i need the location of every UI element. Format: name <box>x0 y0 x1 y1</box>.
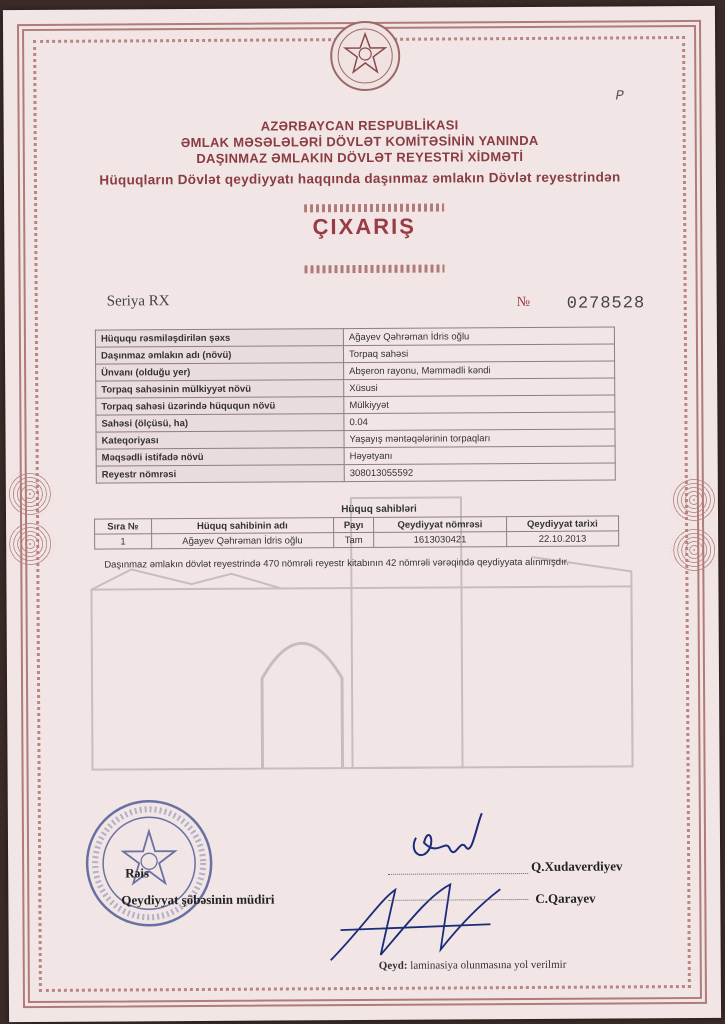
info-value: Xüsusi <box>344 378 615 397</box>
info-label: Daşınmaz əmlakın adı (növü) <box>95 346 343 365</box>
owners-cell: 22.10.2013 <box>506 531 618 547</box>
document-title: ÇIXARIŞ <box>312 213 416 240</box>
owners-cell: 1 <box>95 534 152 549</box>
info-label: Reyestr nömrəsi <box>96 465 344 484</box>
right-rosette-ornament <box>670 476 718 524</box>
owners-cell: 1613030421 <box>374 532 507 548</box>
owners-row <box>95 531 619 549</box>
series-label: Seriya RX <box>106 293 170 310</box>
info-label: Sahəsi (ölçüsü, ha) <box>96 414 344 433</box>
header-line-2: ƏMLAK MƏSƏLƏLƏRİ DÖVLƏT KOMİTƏSİNİN YANINDA <box>180 132 539 151</box>
owners-cell: Ağayev Qəhrəman İdris oğlu <box>151 533 333 549</box>
signatory-name-1: Q.Xudaverdiyev <box>531 858 623 874</box>
footnote-label: Qeyd: <box>378 959 408 972</box>
header-line-1: AZƏRBAYCAN RESPUBLİKASI <box>260 117 459 134</box>
left-rosette-ornament <box>6 470 54 518</box>
owners-table <box>94 515 619 549</box>
left-rosette-ornament <box>6 520 54 568</box>
info-value: 0.04 <box>344 412 615 431</box>
info-row <box>96 463 615 483</box>
info-label: Torpaq sahəsinin mülkiyyət növü <box>96 380 344 399</box>
signatory-role-2: Qeydiyyat şöbəsinin müdiri <box>121 891 275 908</box>
state-emblem-icon <box>329 20 401 92</box>
info-value: Abşeron rayonu, Məmmədli kəndi <box>344 361 615 380</box>
header-line-3: DAŞINMAZ ƏMLAKIN DÖVLƏT REYESTRİ XİDMƏTİ <box>196 149 524 167</box>
signatory-role-1: Rəis <box>125 865 150 881</box>
info-label: Hüququ rəsmiləşdirilən şəxs <box>95 329 343 348</box>
owners-column-header: Payı <box>333 517 373 532</box>
owners-column-header: Qeydiyyat tarixi <box>506 516 618 532</box>
number-sign: № <box>516 294 531 311</box>
signatory-name-2: C.Qarayev <box>535 890 596 906</box>
owners-cell: Tam <box>334 532 374 547</box>
property-info-table <box>95 326 616 483</box>
signature-2 <box>320 869 511 970</box>
info-value: Ağayev Qəhrəman İdris oğlu <box>343 327 614 346</box>
owners-column-header: Sıra № <box>95 519 152 534</box>
info-value: Həyətyanı <box>344 446 615 465</box>
header-subtitle: Hüquqların Dövlət qeydiyyatı haqqında daşınmaz əmlakın Dövlət reyestrindən <box>99 169 621 188</box>
info-value: Torpaq sahəsi <box>343 344 614 363</box>
owners-column-header: Qeydiyyat nömrəsi <box>374 517 507 533</box>
title-ornament-bottom <box>304 264 444 273</box>
signature-1 <box>398 807 508 878</box>
info-label: Torpaq sahəsi üzərində hüququn növü <box>96 397 344 416</box>
owners-title: Hüquq sahibləri <box>341 503 417 516</box>
registry-note: Daşınmaz əmlakın dövlət reyestrində 470 nömrəli reyestr kitabının 42 nömrəli vərəqində qeydiyyata alınmışdır. <box>104 556 570 571</box>
info-value: Mülkiyyət <box>344 395 615 414</box>
info-label: Kateqoriyası <box>96 431 344 450</box>
title-ornament-top <box>304 203 444 212</box>
info-value: 308013055592 <box>344 463 615 482</box>
certificate-sheet <box>3 6 721 1022</box>
footnote-text: laminasiya olunmasına yol verilmir <box>410 958 567 972</box>
footnote <box>379 959 567 972</box>
info-label: Məqsədli istifadə növü <box>96 448 344 467</box>
certificate-number: 0278528 <box>566 294 646 314</box>
right-rosette-ornament <box>670 526 718 574</box>
info-value: Yaşayış məntəqələrinin torpaqları <box>344 429 615 448</box>
official-seal-stamp <box>83 797 216 930</box>
info-label: Ünvanı (olduğu yer) <box>96 363 344 382</box>
owners-column-header: Hüquq sahibinin adı <box>151 518 333 534</box>
corner-handwritten-mark: P <box>615 88 624 105</box>
